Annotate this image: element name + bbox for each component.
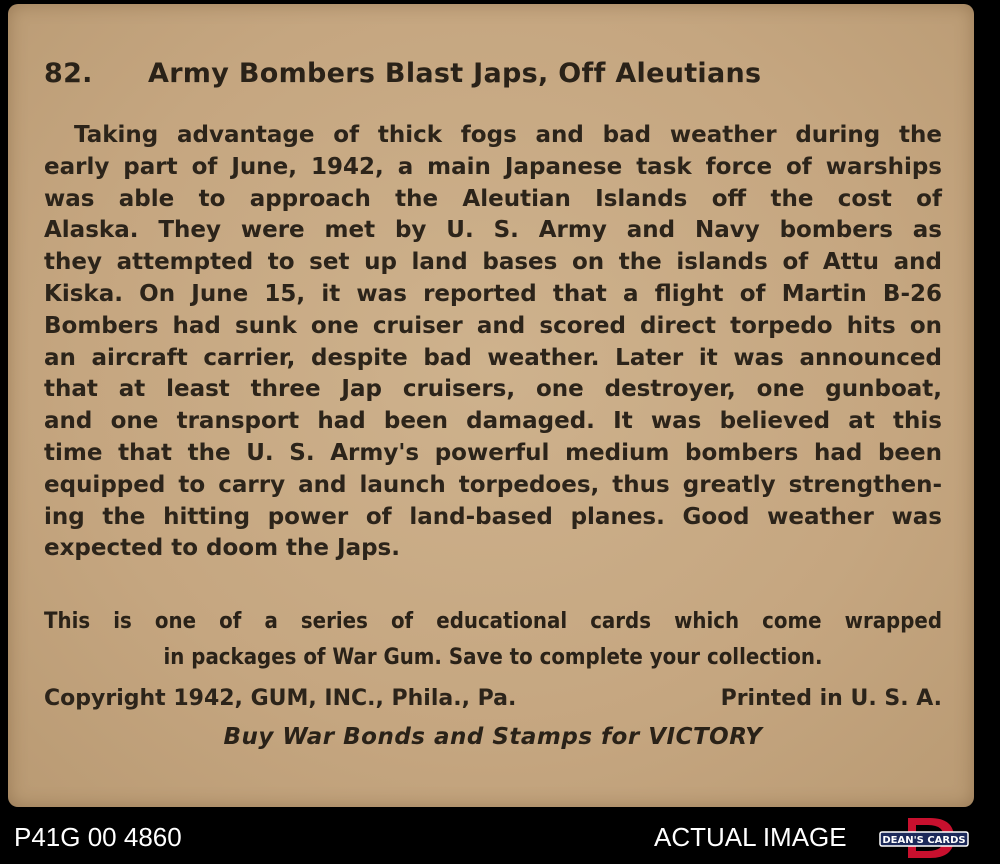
body-line: expected to doom the Japs. xyxy=(44,535,400,562)
body-line: Alaska. They were met by U. S. Army and Navy bombers as xyxy=(44,217,942,244)
actual-image-label: ACTUAL IMAGE xyxy=(654,822,847,852)
series-note xyxy=(44,604,942,676)
body-line: Bombers had sunk one cruiser and scored direct torpedo hits on xyxy=(44,312,942,339)
body-line: that at least three Jap cruisers, one destroyer, one gunboat, xyxy=(44,376,942,403)
body-line: and one transport had been damaged. It was believed at this xyxy=(44,408,942,435)
card-number: 82. xyxy=(44,58,93,89)
body-line: time that the U. S. Army's powerful medium bombers had been xyxy=(44,439,942,466)
logo-text: DEAN'S CARDS xyxy=(882,835,966,846)
body-line: was able to approach the Aleutian Islands off the cost of xyxy=(44,185,942,212)
deans-cards-logo xyxy=(878,816,970,860)
body-line: Taking advantage of thick fogs and bad weather during the xyxy=(74,122,942,148)
body-line: equipped to carry and launch torpedoes, thus greatly strengthen- xyxy=(44,471,942,498)
body-line: they attempted to set up land bases on the islands of Attu and xyxy=(44,249,942,276)
body-line: Kiska. On June 15, it was reported that a flight of Martin B-26 xyxy=(44,280,942,307)
printed-in-text: Printed in U. S. A. xyxy=(720,686,942,711)
card-title: Army Bombers Blast Japs, Off Aleutians xyxy=(148,58,762,89)
trading-card-back xyxy=(8,4,974,807)
series-line-1: This is one of a series of educational cards which come wrapped xyxy=(44,609,942,634)
body-line: ing the hitting power of land-based planes. Good weather was xyxy=(44,503,942,530)
copyright-text: Copyright 1942, GUM, INC., Phila., Pa. xyxy=(44,686,517,711)
body-line: early part of June, 1942, a main Japanese task force of warships xyxy=(44,153,942,180)
copyright-row xyxy=(44,686,942,711)
war-bonds-slogan: Buy War Bonds and Stamps for VICTORY xyxy=(223,724,763,750)
card-title-row xyxy=(44,58,944,89)
card-body-text xyxy=(44,120,942,565)
series-line-2: in packages of War Gum. Save to complete your collection. xyxy=(163,645,823,670)
body-line: an aircraft carrier, despite bad weather. Later it was announced xyxy=(44,344,942,371)
inventory-id: P41G 00 4860 xyxy=(14,822,182,852)
